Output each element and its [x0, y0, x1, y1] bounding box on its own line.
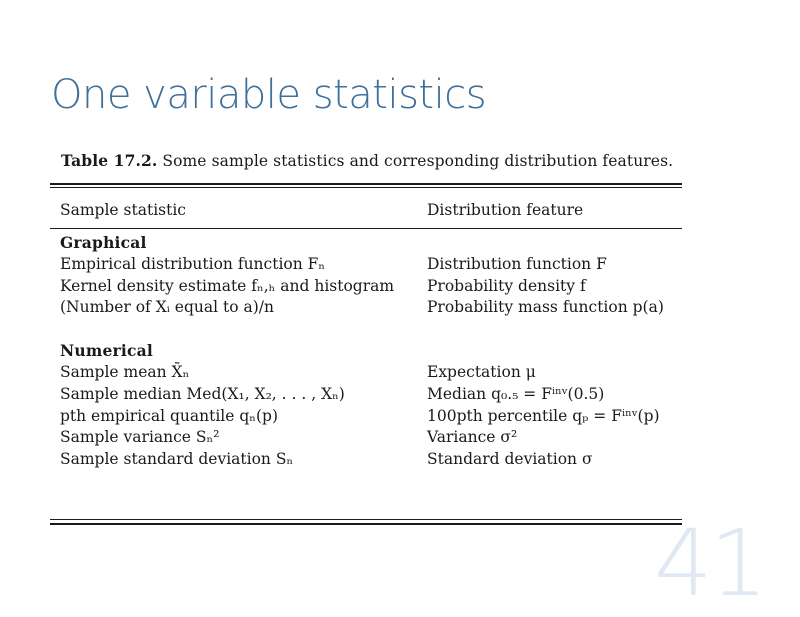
distribution-feature-cell: 100pth percentile qₚ = Fⁱⁿᵛ(p) [427, 407, 660, 425]
sample-statistic-cell: Kernel density estimate fₙ,ₕ and histogram [60, 277, 395, 295]
table-row [50, 277, 682, 299]
top-rule-inner [50, 187, 682, 188]
header-row [50, 201, 682, 223]
sample-statistic-cell: Empirical distribution function Fₙ [60, 255, 326, 273]
group-heading-label: Numerical [60, 341, 153, 360]
sample-statistic-cell: (Number of Xᵢ equal to a)/n [60, 298, 274, 316]
group-heading-graphical [50, 233, 682, 255]
group-heading-label: Graphical [60, 233, 147, 252]
distribution-feature-cell: Standard deviation σ [427, 450, 593, 468]
sample-statistic-cell: Sample standard deviation Sₙ [60, 450, 294, 468]
distribution-feature-cell: Expectation μ [427, 363, 536, 381]
sample-statistic-cell: Sample variance Sₙ² [60, 428, 220, 446]
page-number: 41 [654, 510, 766, 617]
slide-title: One variable statistics [51, 72, 487, 118]
distribution-feature-cell: Variance σ² [427, 428, 518, 446]
table-row [50, 255, 682, 277]
bottom-rule [50, 523, 682, 525]
distribution-feature-cell: Distribution function F [427, 255, 607, 273]
table-row [50, 450, 682, 472]
header-distribution-feature: Distribution feature [427, 201, 584, 219]
header-rule [50, 228, 682, 229]
table-caption [61, 151, 673, 170]
group-heading-numerical [50, 341, 682, 363]
sample-statistic-cell: pth empirical quantile qₙ(p) [60, 407, 278, 425]
distribution-feature-cell: Median q₀.₅ = Fⁱⁿᵛ(0.5) [427, 385, 605, 403]
sample-statistic-cell: Sample median Med(X₁, X₂, . . . , Xₙ) [60, 385, 345, 403]
caption-label: Table 17.2. [61, 151, 158, 170]
table-row [50, 428, 682, 450]
top-rule [50, 183, 682, 185]
table-row [50, 363, 682, 385]
sample-statistic-cell: Sample mean X̄ₙ [60, 363, 190, 381]
bottom-rule-inner [50, 519, 682, 520]
distribution-feature-cell: Probability mass function p(a) [427, 298, 664, 316]
table-row [50, 385, 682, 407]
distribution-feature-cell: Probability density f [427, 277, 586, 295]
header-sample-statistic: Sample statistic [60, 201, 186, 219]
caption-text: Some sample statistics and corresponding distribution features. [157, 152, 674, 170]
table-row [50, 298, 682, 320]
table-row [50, 407, 682, 429]
